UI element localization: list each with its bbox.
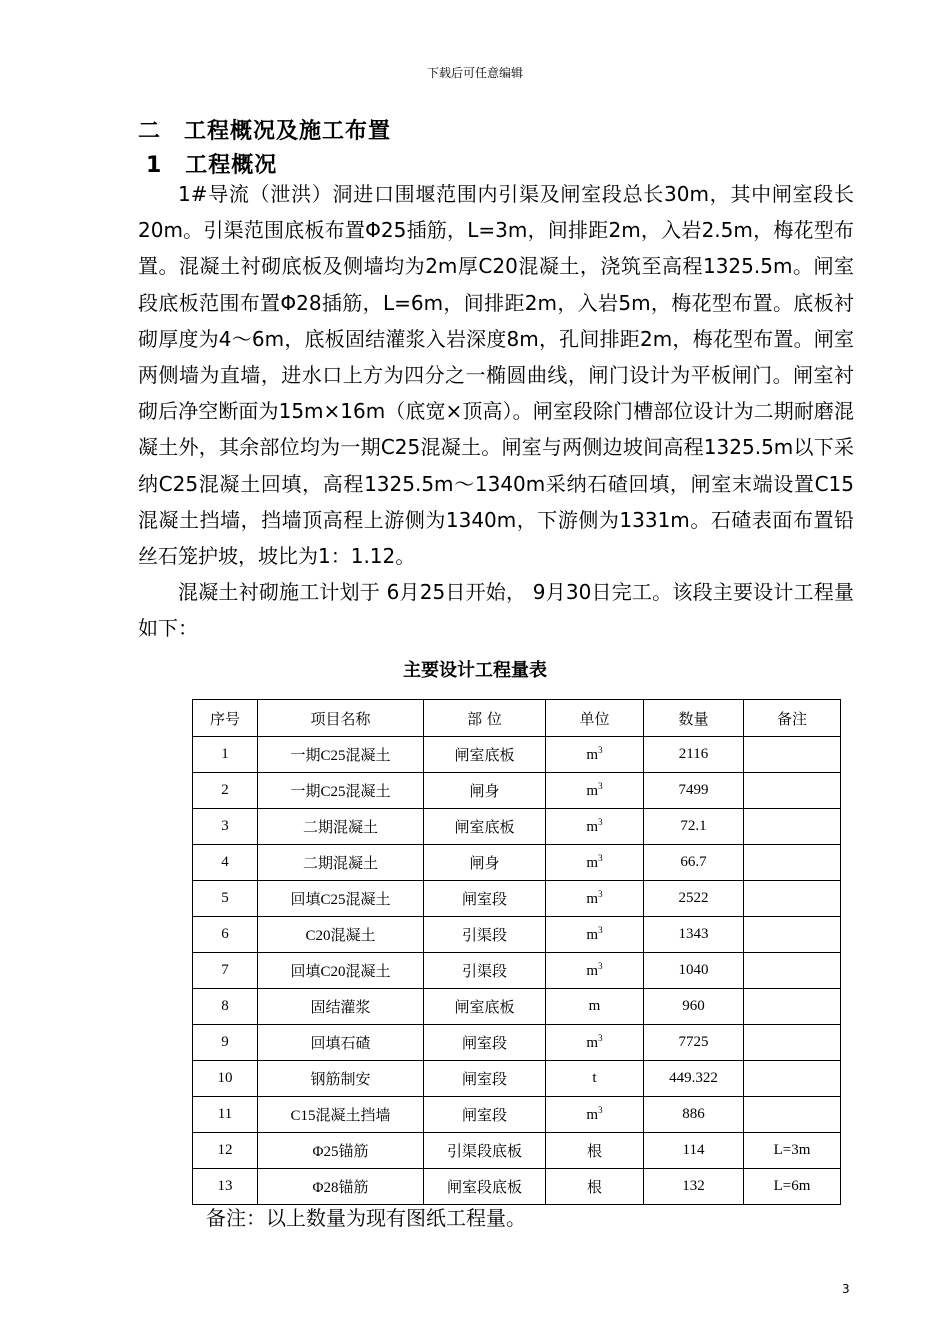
- cell-note: [744, 917, 841, 953]
- cell-name: 一期C25混凝土: [258, 737, 424, 773]
- cell-note: [744, 845, 841, 881]
- cell-unit: [546, 773, 644, 809]
- unit-text: t: [592, 1070, 597, 1086]
- cell-name: 固结灌浆: [258, 989, 424, 1025]
- cell-part: 闸室底板: [424, 737, 546, 773]
- cell-qty: 72.1: [644, 809, 744, 845]
- unit-text: m: [586, 819, 599, 835]
- cell-qty: 1343: [644, 917, 744, 953]
- cell-part: 闸室段: [424, 1025, 546, 1061]
- cell-note: [744, 953, 841, 989]
- table-row: [193, 953, 841, 989]
- page-header: 下载后可任意编辑: [426, 66, 523, 80]
- unit-superscript: 3: [598, 1033, 603, 1043]
- paragraph-schedule: 混凝土衬砌施工计划于 6月25日开始， 9月30日完工。该段主要设计工程量如下：: [138, 580, 854, 641]
- cell-qty: 66.7: [644, 845, 744, 881]
- table-title: 主要设计工程量表: [403, 660, 547, 681]
- cell-no: 9: [193, 1025, 258, 1061]
- section-title: 二 工程概况及施工布置: [138, 119, 392, 144]
- cell-unit: [546, 881, 644, 917]
- table-row: [193, 917, 841, 953]
- table-row: [193, 773, 841, 809]
- cell-part: 闸身: [424, 773, 546, 809]
- header-no: 序号: [193, 700, 258, 737]
- cell-note: [744, 1061, 841, 1097]
- table-row: [193, 737, 841, 773]
- cell-unit: [546, 989, 644, 1025]
- cell-unit: [546, 917, 644, 953]
- cell-unit: [546, 809, 644, 845]
- cell-qty: 886: [644, 1097, 744, 1133]
- unit-text: 根: [586, 1180, 602, 1196]
- cell-qty: 2116: [644, 737, 744, 773]
- table-row: [193, 809, 841, 845]
- cell-name: 钢筋制安: [258, 1061, 424, 1097]
- cell-part: 闸身: [424, 845, 546, 881]
- cell-name: 一期C25混凝土: [258, 773, 424, 809]
- cell-note: L=3m: [744, 1133, 841, 1169]
- header-name: 项目名称: [258, 700, 424, 737]
- cell-note: [744, 989, 841, 1025]
- subsection-title: 1 工程概况: [146, 153, 278, 178]
- unit-text: m: [586, 891, 599, 907]
- table-row: [193, 845, 841, 881]
- quantity-table: [192, 699, 841, 1205]
- cell-qty: 114: [644, 1133, 744, 1169]
- cell-part: 闸室段: [424, 881, 546, 917]
- unit-superscript: 3: [598, 961, 603, 971]
- unit-text: m: [586, 855, 599, 871]
- cell-part: 闸室段: [424, 1097, 546, 1133]
- cell-name: C20混凝土: [258, 917, 424, 953]
- table-row: [193, 1097, 841, 1133]
- unit-text: m: [586, 1035, 599, 1051]
- table-row: [193, 1061, 841, 1097]
- unit-text: m: [586, 747, 599, 763]
- cell-no: 11: [193, 1097, 258, 1133]
- cell-part: 引渠段: [424, 917, 546, 953]
- cell-part: 闸室段: [424, 1061, 546, 1097]
- cell-no: 10: [193, 1061, 258, 1097]
- table-row: [193, 881, 841, 917]
- cell-note: [744, 737, 841, 773]
- cell-name: 二期混凝土: [258, 809, 424, 845]
- cell-no: 5: [193, 881, 258, 917]
- table-header-row: [193, 700, 841, 737]
- unit-text: m: [588, 998, 601, 1014]
- header-note: 备注: [744, 700, 841, 737]
- unit-text: 根: [586, 1144, 602, 1160]
- cell-qty: 449.322: [644, 1061, 744, 1097]
- cell-note: [744, 881, 841, 917]
- cell-qty: 132: [644, 1169, 744, 1205]
- cell-no: 4: [193, 845, 258, 881]
- header-unit: 单位: [546, 700, 644, 737]
- cell-no: 12: [193, 1133, 258, 1169]
- footnote: 备注：以上数量为现有图纸工程量。: [206, 1206, 526, 1230]
- table-row: [193, 1025, 841, 1061]
- cell-part: 引渠段底板: [424, 1133, 546, 1169]
- unit-superscript: 3: [598, 853, 603, 863]
- cell-note: L=6m: [744, 1169, 841, 1205]
- cell-unit: [546, 1133, 644, 1169]
- table-body: [193, 737, 841, 1205]
- cell-note: [744, 1025, 841, 1061]
- unit-text: m: [586, 783, 599, 799]
- cell-no: 3: [193, 809, 258, 845]
- cell-qty: 7499: [644, 773, 744, 809]
- unit-text: m: [586, 963, 599, 979]
- unit-superscript: 3: [598, 1105, 603, 1115]
- page-number: 3: [842, 1282, 850, 1296]
- cell-qty: 960: [644, 989, 744, 1025]
- cell-unit: [546, 1169, 644, 1205]
- unit-text: m: [586, 927, 599, 943]
- unit-superscript: 3: [598, 781, 603, 791]
- cell-qty: 2522: [644, 881, 744, 917]
- table-row: [193, 1133, 841, 1169]
- cell-unit: [546, 845, 644, 881]
- cell-name: C15混凝土挡墙: [258, 1097, 424, 1133]
- cell-part: 闸室底板: [424, 809, 546, 845]
- cell-name: 回填C20混凝土: [258, 953, 424, 989]
- unit-superscript: 3: [598, 745, 603, 755]
- cell-no: 13: [193, 1169, 258, 1205]
- cell-note: [744, 809, 841, 845]
- table-row: [193, 1169, 841, 1205]
- cell-no: 2: [193, 773, 258, 809]
- cell-part: 闸室底板: [424, 989, 546, 1025]
- cell-unit: [546, 1097, 644, 1133]
- cell-note: [744, 773, 841, 809]
- cell-no: 6: [193, 917, 258, 953]
- unit-superscript: 3: [598, 889, 603, 899]
- cell-qty: 1040: [644, 953, 744, 989]
- header-part: 部 位: [424, 700, 546, 737]
- cell-name: 二期混凝土: [258, 845, 424, 881]
- unit-superscript: 3: [598, 925, 603, 935]
- cell-qty: 7725: [644, 1025, 744, 1061]
- cell-part: 闸室段底板: [424, 1169, 546, 1205]
- cell-note: [744, 1097, 841, 1133]
- cell-no: 7: [193, 953, 258, 989]
- unit-text: m: [586, 1107, 599, 1123]
- paragraph-overview: 1#导流（泄洪）洞进口围堰范围内引渠及闸室段总长30m，其中闸室段长20m。引渠范围底板布置Φ25插筋，L=3m，间排距2m，入岩2.5m，梅花型布置。混凝土衬砌底板及侧墙均为2m厚C20混凝土，浇筑至高程1325.5m。闸室段底板范围布置Φ28插筋，L=6m，间排距2m，入岩5m，梅花型布置。底板衬砌厚度为4～6m，底板固结灌浆入岩深度8m，孔间排距2m，梅花型布置。闸室两侧墙为直墙，进水口上方为四分之一椭圆曲线，闸门设计为平板闸门。闸室衬砌后净空断面为15m×16m（底宽×顶高）。闸室段除门槽部位设计为二期耐磨混凝土外，其余部位均为一期C25混凝土。闸室与两侧边坡间高程1325.5m以下采纳C25混凝土回填，高程1325.5m～1340m采纳石碴回填，闸室末端设置C15混凝土挡墙，挡墙顶高程上游侧为1340m，下游侧为1331m。石碴表面布置铅丝石笼护坡，坡比为1：1.12。: [138, 182, 854, 569]
- unit-superscript: 3: [598, 817, 603, 827]
- cell-unit: [546, 1025, 644, 1061]
- cell-part: 引渠段: [424, 953, 546, 989]
- header-qty: 数量: [644, 700, 744, 737]
- cell-name: 回填C25混凝土: [258, 881, 424, 917]
- cell-unit: [546, 1061, 644, 1097]
- cell-no: 1: [193, 737, 258, 773]
- cell-no: 8: [193, 989, 258, 1025]
- cell-unit: [546, 737, 644, 773]
- cell-unit: [546, 953, 644, 989]
- cell-name: Φ25锚筋: [258, 1133, 424, 1169]
- cell-name: Φ28锚筋: [258, 1169, 424, 1205]
- cell-name: 回填石碴: [258, 1025, 424, 1061]
- table-row: [193, 989, 841, 1025]
